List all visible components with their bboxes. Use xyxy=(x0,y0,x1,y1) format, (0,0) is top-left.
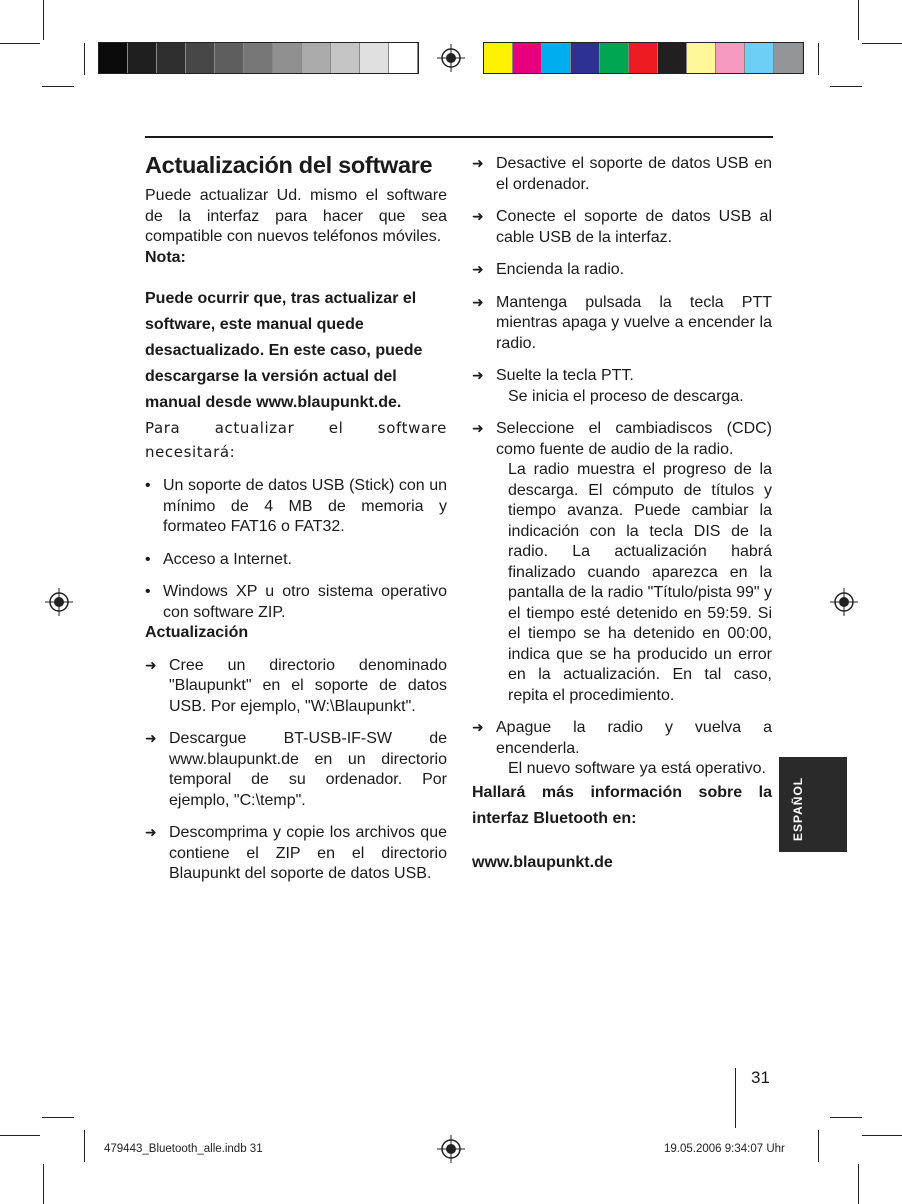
crop-mark xyxy=(0,43,40,44)
color-swatch xyxy=(513,43,542,73)
crop-mark xyxy=(830,1117,862,1118)
list-item xyxy=(472,366,772,387)
crop-mark xyxy=(830,86,862,87)
color-swatch xyxy=(745,43,774,73)
step-result: La radio muestra el progreso de la descarga. El cómputo de títulos y tiempo avanza. Puede cambiar la indicación con la tecla DIS de la radio. La actualización habrá finalizado cuando aparezca en la pantalla de la radio "Título/pista 99" y el tiempo esté detenido en 59:59. Si el tiempo se ha detenido en 00:00, indica que se ha producido un error en la actualización. En tal caso, repita el procedimiento. xyxy=(508,461,772,704)
arrow-icon: ➜ xyxy=(472,368,484,384)
arrow-icon: ➜ xyxy=(472,262,484,278)
list-item xyxy=(472,207,772,248)
intro-paragraph: Puede actualizar Ud. mismo el software de la interfaz para hacer que sea compatible con nuevos teléfonos móviles. xyxy=(145,187,447,245)
step-text: Desactive el soporte de datos USB en el ordenador. xyxy=(496,155,772,193)
list-item xyxy=(145,656,447,718)
requirements-intro: Para actualizar el software necesitará: xyxy=(145,419,447,461)
list-item xyxy=(145,729,447,811)
arrow-icon: ➜ xyxy=(472,156,484,172)
step-text: Descargue BT-USB-IF-SW de www.blaupunkt.de en un directorio temporal de su ordenador. Por ejemplo, "C:\temp". xyxy=(169,730,447,809)
arrow-icon: ➜ xyxy=(145,657,157,674)
list-item xyxy=(472,260,772,281)
arrow-icon: ➜ xyxy=(145,825,157,841)
section-heading: Actualización xyxy=(145,624,249,641)
color-swatch xyxy=(157,43,186,73)
color-swatch xyxy=(600,43,629,73)
list-item xyxy=(472,293,772,355)
crop-mark xyxy=(43,1164,44,1204)
language-tab xyxy=(779,757,847,852)
color-swatch xyxy=(331,43,360,73)
color-swatch xyxy=(571,43,600,73)
color-swatch xyxy=(215,43,244,73)
list-item xyxy=(472,154,772,195)
step-text: Cree un directorio denominado "Blaupunkt" en el soporte de datos USB. Por ejemplo, "W:\Blaupunkt". xyxy=(169,656,447,715)
color-swatch xyxy=(542,43,571,73)
registration-mark-icon xyxy=(45,588,73,616)
list-item-text: Windows XP u otro sistema operativo con software ZIP. xyxy=(163,583,447,621)
crop-mark xyxy=(858,1164,859,1204)
language-tab-label: ESPAÑOL xyxy=(791,776,805,841)
color-swatch xyxy=(360,43,389,73)
step-text: Apague la radio y vuelva a encenderla. xyxy=(496,719,772,757)
crop-mark xyxy=(858,0,859,40)
arrow-icon: ➜ xyxy=(472,421,484,437)
crop-mark xyxy=(43,0,44,40)
color-swatch xyxy=(244,43,273,73)
list-item xyxy=(472,718,772,759)
list-item-text: Acceso a Internet. xyxy=(163,550,292,568)
color-swatch xyxy=(302,43,331,73)
note-label: Nota: xyxy=(145,248,186,266)
arrow-icon: ➜ xyxy=(472,209,484,225)
step-text: Encienda la radio. xyxy=(496,261,625,278)
crop-mark xyxy=(84,43,85,75)
left-column xyxy=(145,150,447,885)
step-text: Seleccione el cambiadiscos (CDC) como fuente de audio de la radio. xyxy=(496,420,772,458)
arrow-icon: ➜ xyxy=(472,294,484,311)
page-title: Actualización del software xyxy=(145,152,433,178)
arrow-icon: ➜ xyxy=(145,731,157,747)
color-swatch xyxy=(658,43,687,73)
crop-mark xyxy=(42,1117,74,1118)
page-number-divider xyxy=(735,1068,736,1128)
more-info-text: Hallará más información sobre la interfaz Bluetooth en: xyxy=(472,783,772,827)
list-item xyxy=(145,823,447,885)
color-swatch xyxy=(186,43,215,73)
color-swatch xyxy=(774,43,803,73)
registration-mark-icon xyxy=(437,1135,465,1163)
list-item: • Windows XP u otro sistema operativo con software ZIP. xyxy=(145,582,447,623)
crop-mark xyxy=(862,1135,902,1136)
list-item xyxy=(472,419,772,460)
color-swatch xyxy=(716,43,745,73)
color-swatch xyxy=(273,43,302,73)
step-text: Mantenga pulsada la tecla PTT mientras apaga y vuelve a encender la radio. xyxy=(496,293,772,352)
step-text: Conecte el soporte de datos USB al cable USB de la interfaz. xyxy=(496,208,772,246)
list-item-text: Un soporte de datos USB (Stick) con un mínimo de 4 MB de memoria y formateo FAT16 o FAT32. xyxy=(163,477,447,535)
step-result: Se inicia el proceso de descarga. xyxy=(508,387,744,405)
registration-mark-icon xyxy=(437,44,465,72)
step-text: Descomprima y copie los archivos que contiene el ZIP en el directorio Blaupunkt del soporte de datos USB. xyxy=(169,824,447,882)
step-text: Suelte la tecla PTT. xyxy=(496,367,634,384)
step-result: El nuevo software ya está operativo. xyxy=(508,760,766,777)
color-swatch xyxy=(389,43,418,73)
note-body: Puede ocurrir que, tras actualizar el software, este manual quede desactualizado. En este caso, puede descargarse la versión actual del manual desde www.blaupunkt.de. xyxy=(145,290,423,411)
crop-mark xyxy=(862,43,902,44)
right-column xyxy=(472,154,772,876)
top-rule xyxy=(145,136,773,138)
list-item: • Un soporte de datos USB (Stick) con un mínimo de 4 MB de memoria y formateo FAT16 o FAT32. xyxy=(145,476,447,538)
crop-mark xyxy=(42,86,74,87)
footer-file-name: 479443_Bluetooth_alle.indb 31 xyxy=(104,1143,263,1155)
crop-mark xyxy=(0,1135,40,1136)
footer-timestamp: 19.05.2006 9:34:07 Uhr xyxy=(664,1143,785,1155)
color-swatch xyxy=(99,43,128,73)
color-swatch xyxy=(687,43,716,73)
crop-mark xyxy=(818,1130,819,1162)
color-swatch xyxy=(629,43,658,73)
website-link[interactable]: www.blaupunkt.de xyxy=(472,853,613,871)
crop-mark xyxy=(818,43,819,75)
color-swatch xyxy=(484,43,513,73)
registration-mark-icon xyxy=(830,588,858,616)
arrow-icon: ➜ xyxy=(472,720,484,736)
page-number: 31 xyxy=(751,1068,770,1087)
process-color-bar xyxy=(483,42,804,74)
crop-mark xyxy=(84,1130,85,1162)
grayscale-color-bar xyxy=(98,42,419,74)
list-item: • Acceso a Internet. xyxy=(145,550,447,571)
color-swatch xyxy=(128,43,157,73)
